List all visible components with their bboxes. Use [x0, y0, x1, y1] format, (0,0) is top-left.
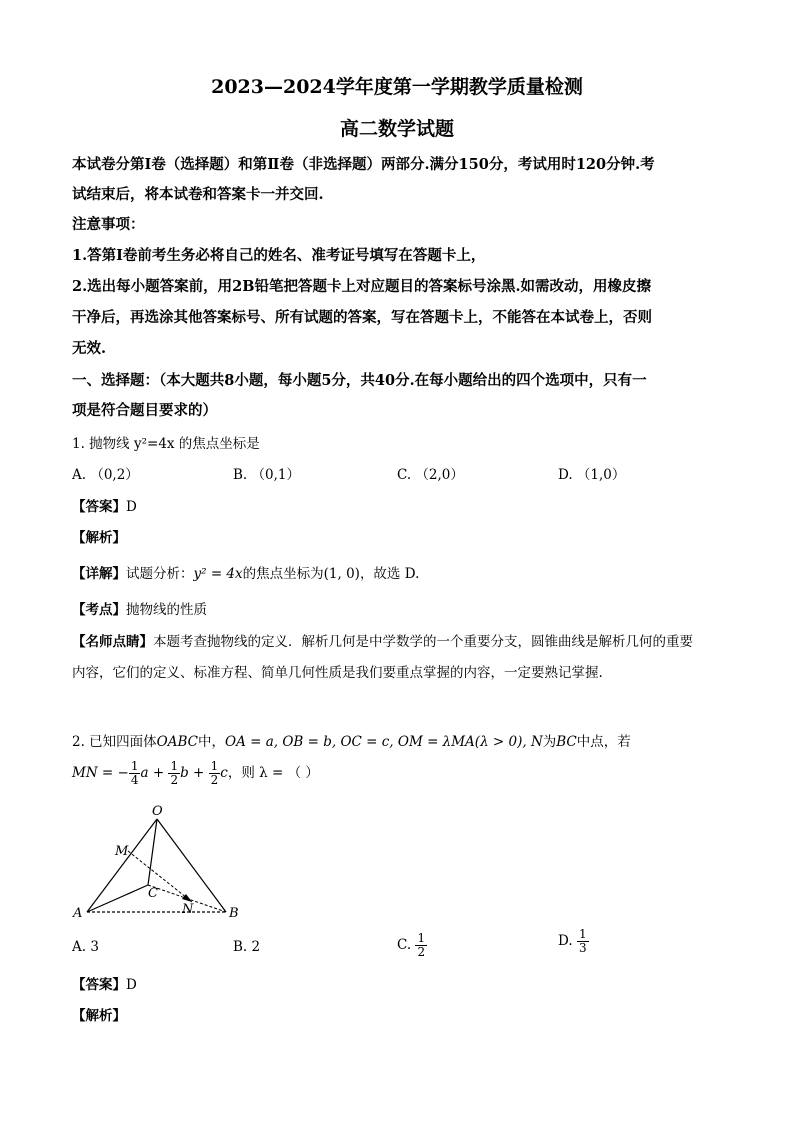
q2-option-d: D. $\frac{1}{3}$ [558, 927, 587, 955]
label-c: C [148, 886, 158, 901]
q1-detail: 【详解】试题分析：y² = 4x的焦点坐标为(1, 0)，故选 D. [72, 566, 420, 582]
label-m: M [115, 844, 129, 859]
q2-analysis: 【解析】 [72, 1008, 126, 1024]
note-2-line-2: 干净后，再选涂其他答案标号、所有试题的答案，写在答题卡上，不能答在本试卷上，否则 [72, 309, 652, 326]
edge-ob [157, 819, 226, 912]
edge-oa [87, 819, 157, 912]
q1-option-b: B. （0,1） [233, 467, 300, 483]
q2-condition: MN = − $\frac{1}{4}$ a + $\frac{1}{2}$ b + $\frac{1}{2}$ c，则 λ = （ ） [72, 759, 319, 787]
q2-option-a: A. 3 [72, 939, 99, 955]
label-b: B [229, 906, 239, 921]
q1-option-c: C. （2,0） [397, 467, 464, 483]
q1-option-d: D. （1,0） [558, 467, 626, 483]
intro-line-1: 本试卷分第Ⅰ卷（选择题）和第Ⅱ卷（非选择题）两部分.满分150分，考试用时120分钟.考 [72, 156, 655, 173]
label-o: O [152, 804, 163, 819]
page-title: 2023—2024学年度第一学期教学质量检测 [211, 76, 583, 98]
q1-comment-line-2: 内容，它们的定义、标准方程、简单几何性质是我们要重点掌握的内容，一定要熟记掌握. [72, 665, 603, 681]
q2-option-c: C. $\frac{1}{2}$ [397, 931, 426, 959]
q1-comment-line-1: 【名师点睛】本题考查抛物线的定义．解析几何是中学数学的一个重要分支，圆锥曲线是解析几何的重要 [72, 634, 693, 650]
notes-heading: 注意事项： [72, 216, 145, 233]
note-2-line-3: 无效. [72, 340, 107, 357]
q1-analysis: 【解析】 [72, 530, 126, 546]
vector-mn [128, 851, 192, 902]
section-heading-line-2: 项是符合题目要求的） [72, 402, 217, 419]
label-a: A [73, 906, 83, 921]
q1-kaodian: 【考点】抛物线的性质 [72, 602, 207, 618]
q2-stem: 2. 已知四面体OABC中，OA = a, OB = b, OC = c, OM = λMA(λ > 0), N为BC中点，若 [72, 734, 631, 750]
note-1: 1.答第Ⅰ卷前考生务必将自己的姓名、准考证号填写在答题卡上， [72, 247, 486, 264]
q2-option-b: B. 2 [233, 939, 261, 955]
tetrahedron-figure [68, 800, 248, 925]
section-heading-line-1: 一、选择题：（本大题共8小题，每小题5分，共40分.在每小题给出的四个选项中，只有一 [72, 372, 647, 389]
q1-option-a: A. （0,2） [72, 467, 139, 483]
intro-line-2: 试结束后，将本试卷和答案卡一并交回. [72, 186, 324, 203]
page-subtitle: 高二数学试题 [339, 118, 454, 140]
label-n: N [182, 902, 194, 917]
q1-answer: 【答案】D [72, 499, 137, 515]
q1-stem: 1. 抛物线 y²=4x 的焦点坐标是 [72, 436, 260, 452]
note-2-line-1: 2.选出每小题答案前，用2B铅笔把答题卡上对应题目的答案标号涂黑.如需改动，用橡皮擦 [72, 278, 652, 295]
edge-ac [87, 885, 148, 912]
q2-answer: 【答案】D [72, 977, 137, 993]
